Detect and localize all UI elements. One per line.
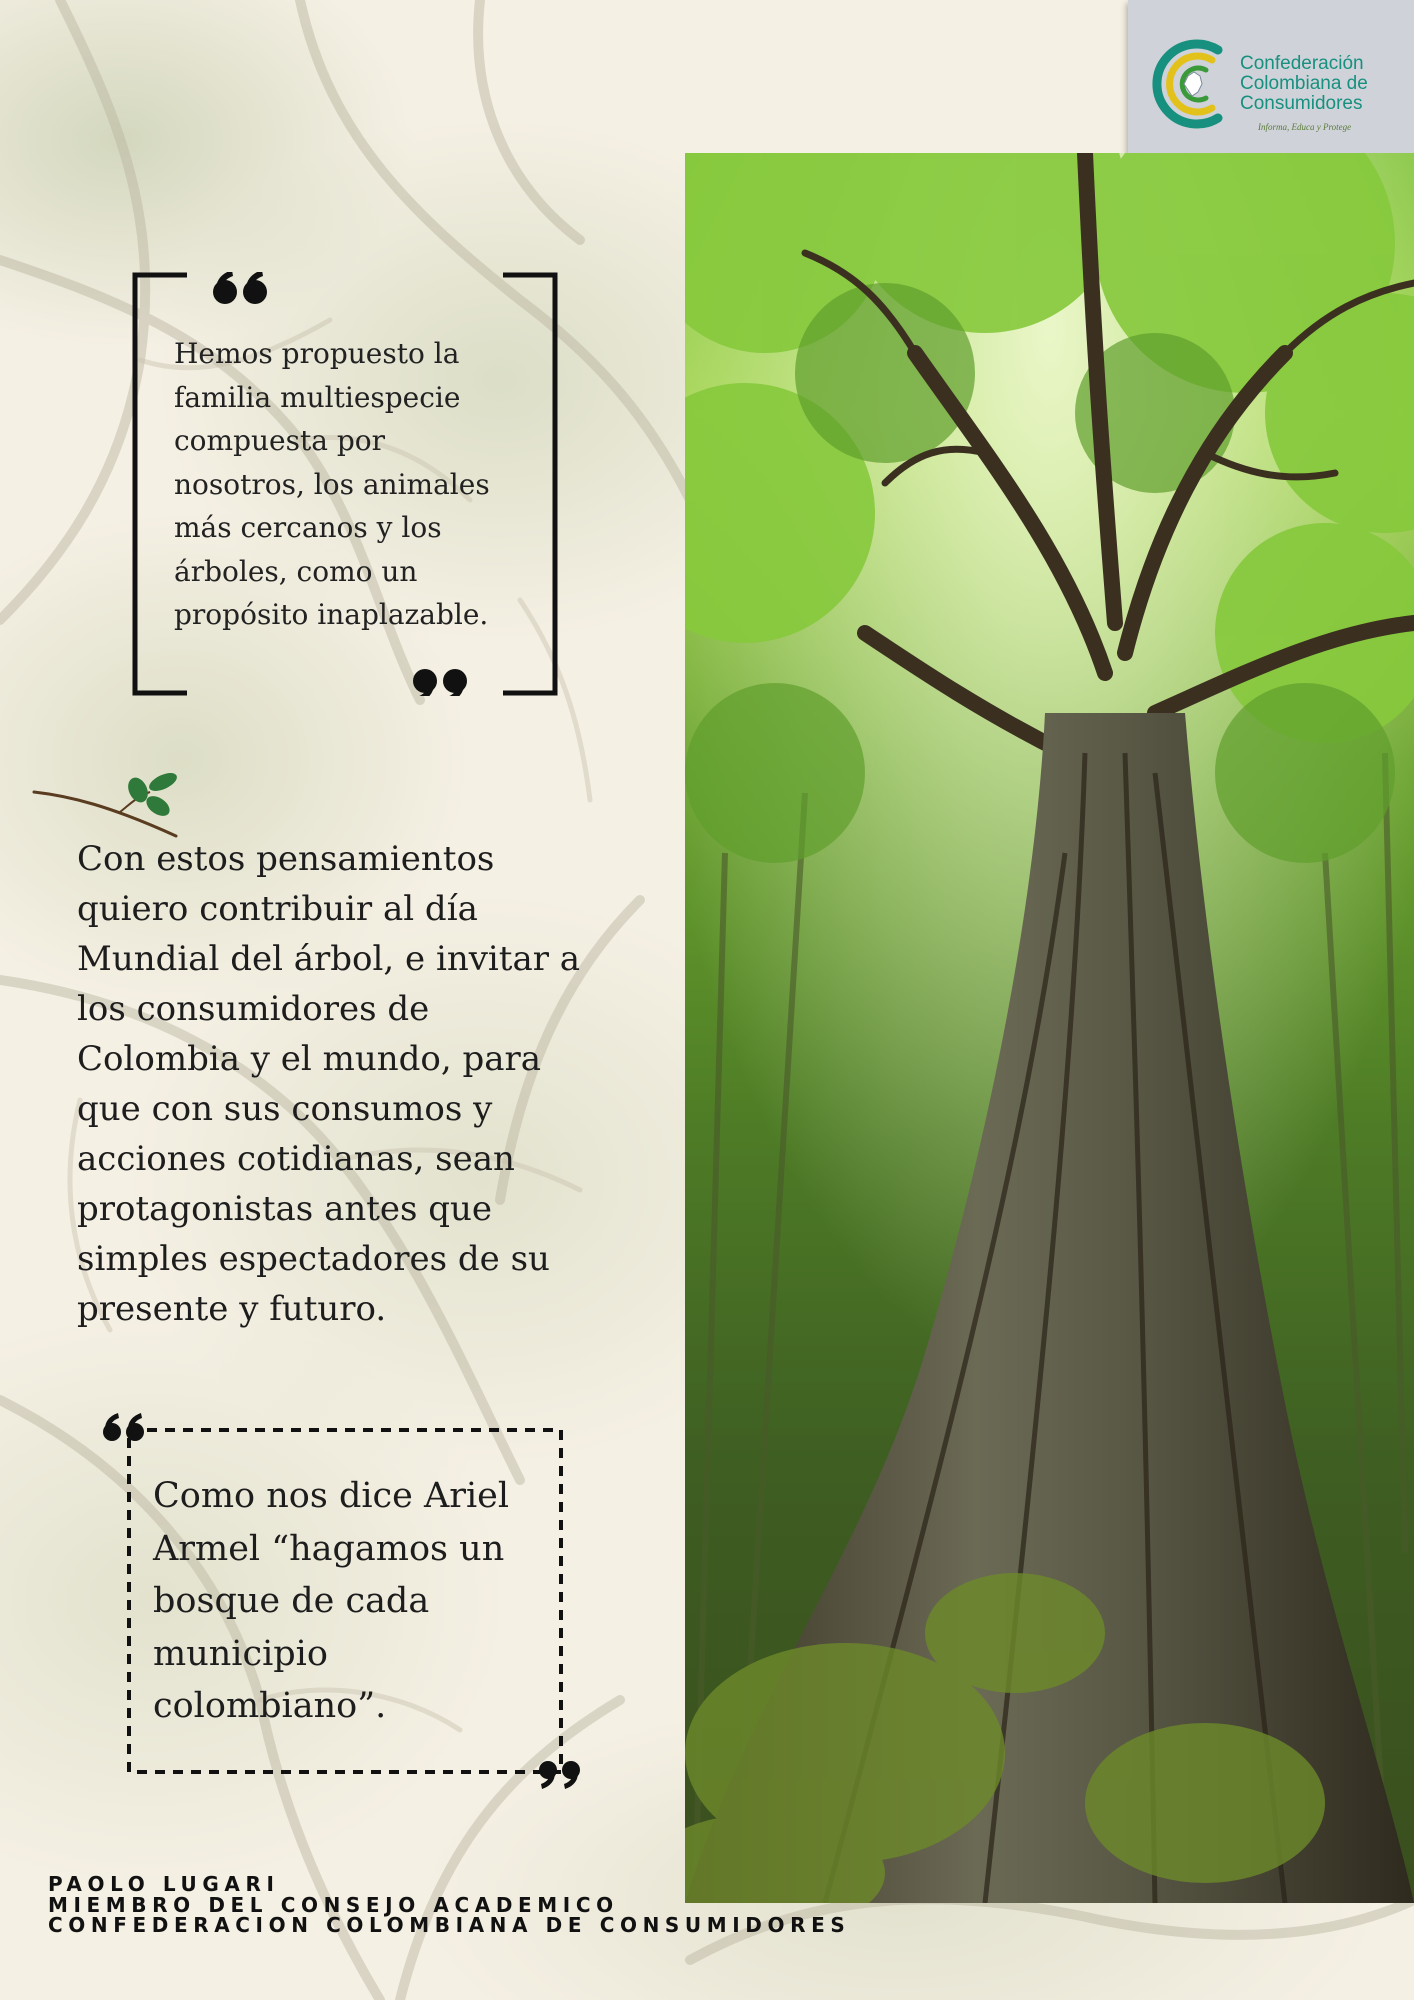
organization-tagline: Informa, Educa y Protege [1258,122,1352,132]
author-signature [48,1874,850,1936]
author-name: PAOLO LUGARI [48,1872,280,1896]
branch-with-leaves-icon [30,766,190,840]
open-quote-icon [103,1413,144,1441]
quote-text-family: Hemos propuesto la familia multiespecie compuesta por nosotros, los animales más cercanos y los árboles, como un propósito inaplazable. [174,337,490,631]
open-quote-icon [213,272,267,304]
close-quote-icon [413,669,467,696]
quote-text-forest: Como nos dice Ariel Armel “hagamos un bosque de cada municipio colombiano”. [153,1476,510,1726]
close-quote-icon [539,1761,580,1789]
main-paragraph: Con estos pensamientos quiero contribuir al día Mundial del árbol, e invitar a los consumidores de Colombia y el mundo, para que con sus consumos y acciones cotidianas, sean protagonistas antes que simples espectadores de su presente y futuro. [77,839,581,1329]
tree-photo [685,153,1414,1903]
author-organization: CONFEDERACION COLOMBIANA DE CONSUMIDORES [48,1913,851,1937]
author-role: MIEMBRO DEL CONSEJO ACADEMICO [48,1892,619,1917]
organization-name: Confederación Colombiana de Consumidores [1240,53,1368,114]
organization-logo-icon [1152,36,1234,132]
